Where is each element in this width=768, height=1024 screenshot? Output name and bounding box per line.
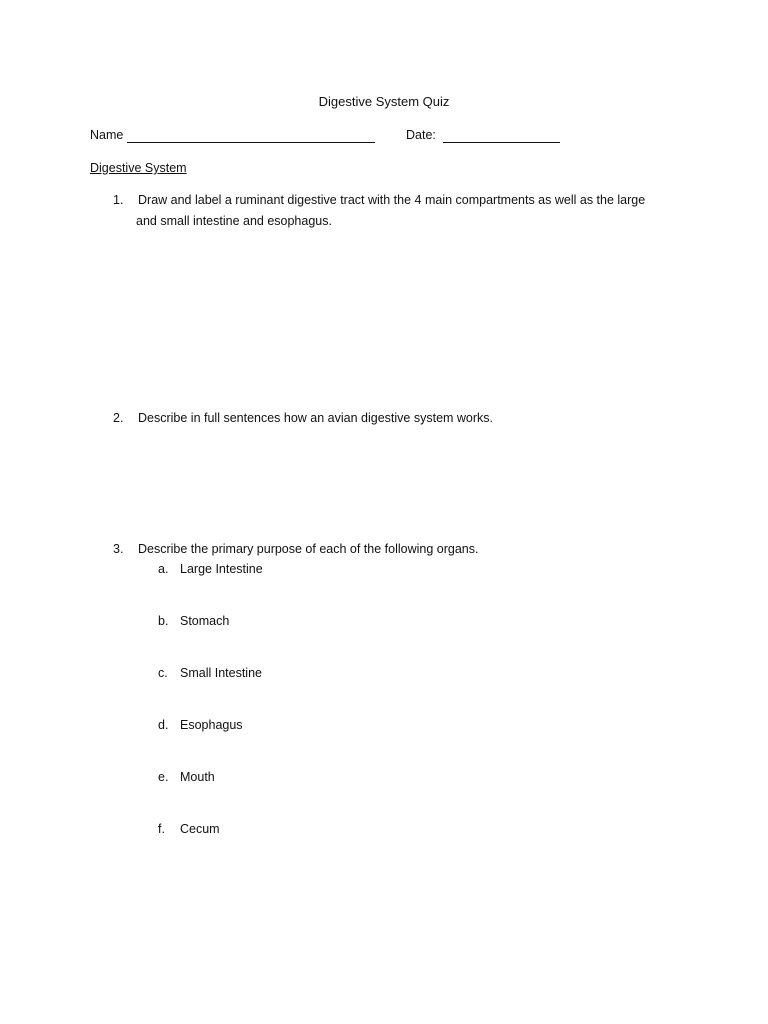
section-heading: Digestive System <box>90 161 187 175</box>
question-2-text: Describe in full sentences how an avian digestive system works. <box>138 411 494 425</box>
question-3-item-d-letter: d. <box>158 718 169 732</box>
name-label: Name <box>90 128 124 142</box>
question-3-item-d-label: Esophagus <box>180 718 243 732</box>
question-3-item-e-letter: e. <box>158 770 169 784</box>
question-1-text-line-2: and small intestine and esophagus. <box>136 214 332 228</box>
question-3-item-c-label: Small Intestine <box>180 666 262 680</box>
question-2-number: 2. <box>113 411 124 425</box>
quiz-title: Digestive System Quiz <box>318 94 450 109</box>
name-blank-line[interactable] <box>127 142 375 143</box>
question-3-item-f-label: Cecum <box>180 822 220 836</box>
question-3-item-a-label: Large Intestine <box>180 562 263 576</box>
question-3-item-b-label: Stomach <box>180 614 230 628</box>
date-blank-line[interactable] <box>443 142 560 143</box>
question-1-text-line-1: Draw and label a ruminant digestive tract with the 4 main compartments as well as the large <box>138 193 646 207</box>
question-3-text: Describe the primary purpose of each of the following organs. <box>138 542 479 556</box>
question-3-item-b-letter: b. <box>158 614 169 628</box>
question-3-item-f-letter: f. <box>158 822 165 836</box>
question-3-item-a-letter: a. <box>158 562 169 576</box>
question-3-item-c-letter: c. <box>158 666 168 680</box>
question-3-item-e-label: Mouth <box>180 770 215 784</box>
question-3-number: 3. <box>113 542 124 556</box>
question-1-number: 1. <box>113 193 124 207</box>
date-label: Date: <box>406 128 436 142</box>
